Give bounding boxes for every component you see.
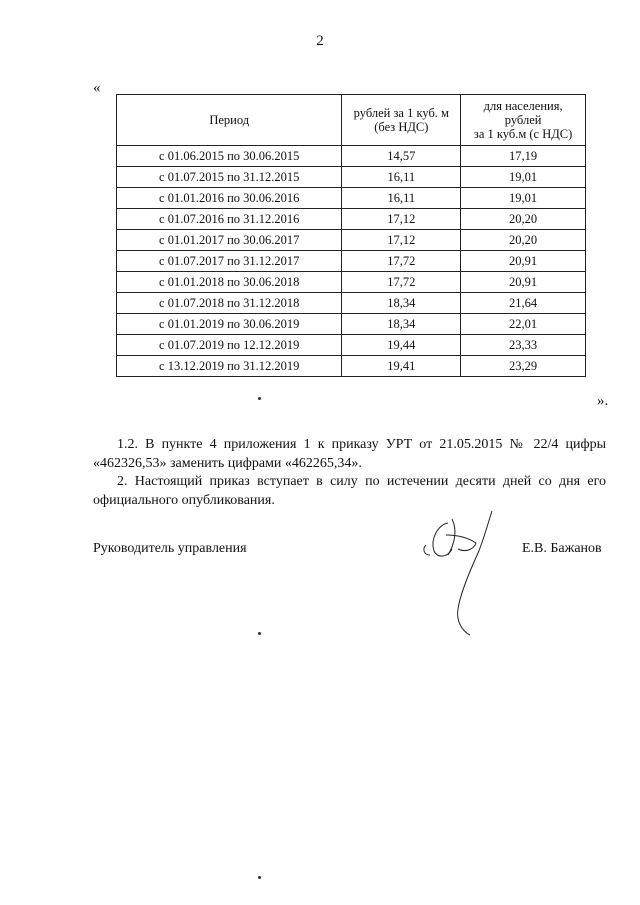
header-period: Период (117, 95, 342, 146)
table-row (117, 251, 586, 272)
speck (258, 632, 261, 635)
cell-period: с 01.07.2015 по 31.12.2015 (117, 167, 342, 188)
cell-period: с 01.07.2016 по 31.12.2016 (117, 209, 342, 230)
cell-price-net: 17,72 (342, 272, 461, 293)
cell-period: с 01.01.2016 по 30.06.2016 (117, 188, 342, 209)
handwritten-signature (418, 505, 518, 640)
closing-quote: ». (597, 393, 609, 409)
signer-title: Руководитель управления (93, 541, 247, 556)
table-row (117, 314, 586, 335)
signer-name: Е.В. Бажанов (522, 541, 602, 556)
cell-price-gross: 23,33 (461, 335, 586, 356)
cell-price-gross: 23,29 (461, 356, 586, 377)
table-row (117, 293, 586, 314)
table-row (117, 272, 586, 293)
cell-price-net: 17,12 (342, 230, 461, 251)
speck (258, 876, 261, 879)
cell-price-net: 16,11 (342, 188, 461, 209)
cell-price-gross: 17,19 (461, 146, 586, 167)
cell-price-net: 18,34 (342, 314, 461, 335)
table-row (117, 146, 586, 167)
cell-price-net: 16,11 (342, 167, 461, 188)
cell-period: с 01.01.2017 по 30.06.2017 (117, 230, 342, 251)
table-row (117, 209, 586, 230)
cell-price-gross: 20,20 (461, 209, 586, 230)
opening-quote: « (93, 80, 101, 96)
header-price-gross: для населения, рублей за 1 куб.м (с НДС) (461, 95, 586, 146)
cell-price-gross: 19,01 (461, 167, 586, 188)
header-price-net: рублей за 1 куб. м (без НДС) (342, 95, 461, 146)
table-header-row (117, 95, 586, 146)
cell-price-net: 18,34 (342, 293, 461, 314)
table-row (117, 356, 586, 377)
cell-period: с 01.07.2019 по 12.12.2019 (117, 335, 342, 356)
page-number: 2 (316, 33, 324, 49)
table-row (117, 188, 586, 209)
table-row (117, 335, 586, 356)
cell-period: с 01.07.2018 по 31.12.2018 (117, 293, 342, 314)
cell-price-gross: 20,20 (461, 230, 586, 251)
cell-price-net: 19,41 (342, 356, 461, 377)
table-row (117, 230, 586, 251)
speck (258, 397, 261, 400)
cell-price-gross: 20,91 (461, 272, 586, 293)
tariff-table (116, 94, 586, 377)
paragraph-1-2: 1.2. В пункте 4 приложения 1 к приказу УРТ от 21.05.2015 № 22/4 цифры «462326,53» заменить цифрами «462265,34». (93, 437, 606, 471)
cell-price-gross: 21,64 (461, 293, 586, 314)
cell-price-net: 17,12 (342, 209, 461, 230)
cell-price-gross: 20,91 (461, 251, 586, 272)
cell-price-net: 17,72 (342, 251, 461, 272)
cell-price-gross: 19,01 (461, 188, 586, 209)
cell-period: с 01.07.2017 по 31.12.2017 (117, 251, 342, 272)
cell-period: с 13.12.2019 по 31.12.2019 (117, 356, 342, 377)
cell-price-net: 19,44 (342, 335, 461, 356)
paragraph-2: 2. Настоящий приказ вступает в силу по истечении десяти дней со дня его официального опубликования. (93, 474, 606, 508)
table-row (117, 167, 586, 188)
cell-price-net: 14,57 (342, 146, 461, 167)
cell-price-gross: 22,01 (461, 314, 586, 335)
cell-period: с 01.06.2015 по 30.06.2015 (117, 146, 342, 167)
cell-period: с 01.01.2019 по 30.06.2019 (117, 314, 342, 335)
cell-period: с 01.01.2018 по 30.06.2018 (117, 272, 342, 293)
